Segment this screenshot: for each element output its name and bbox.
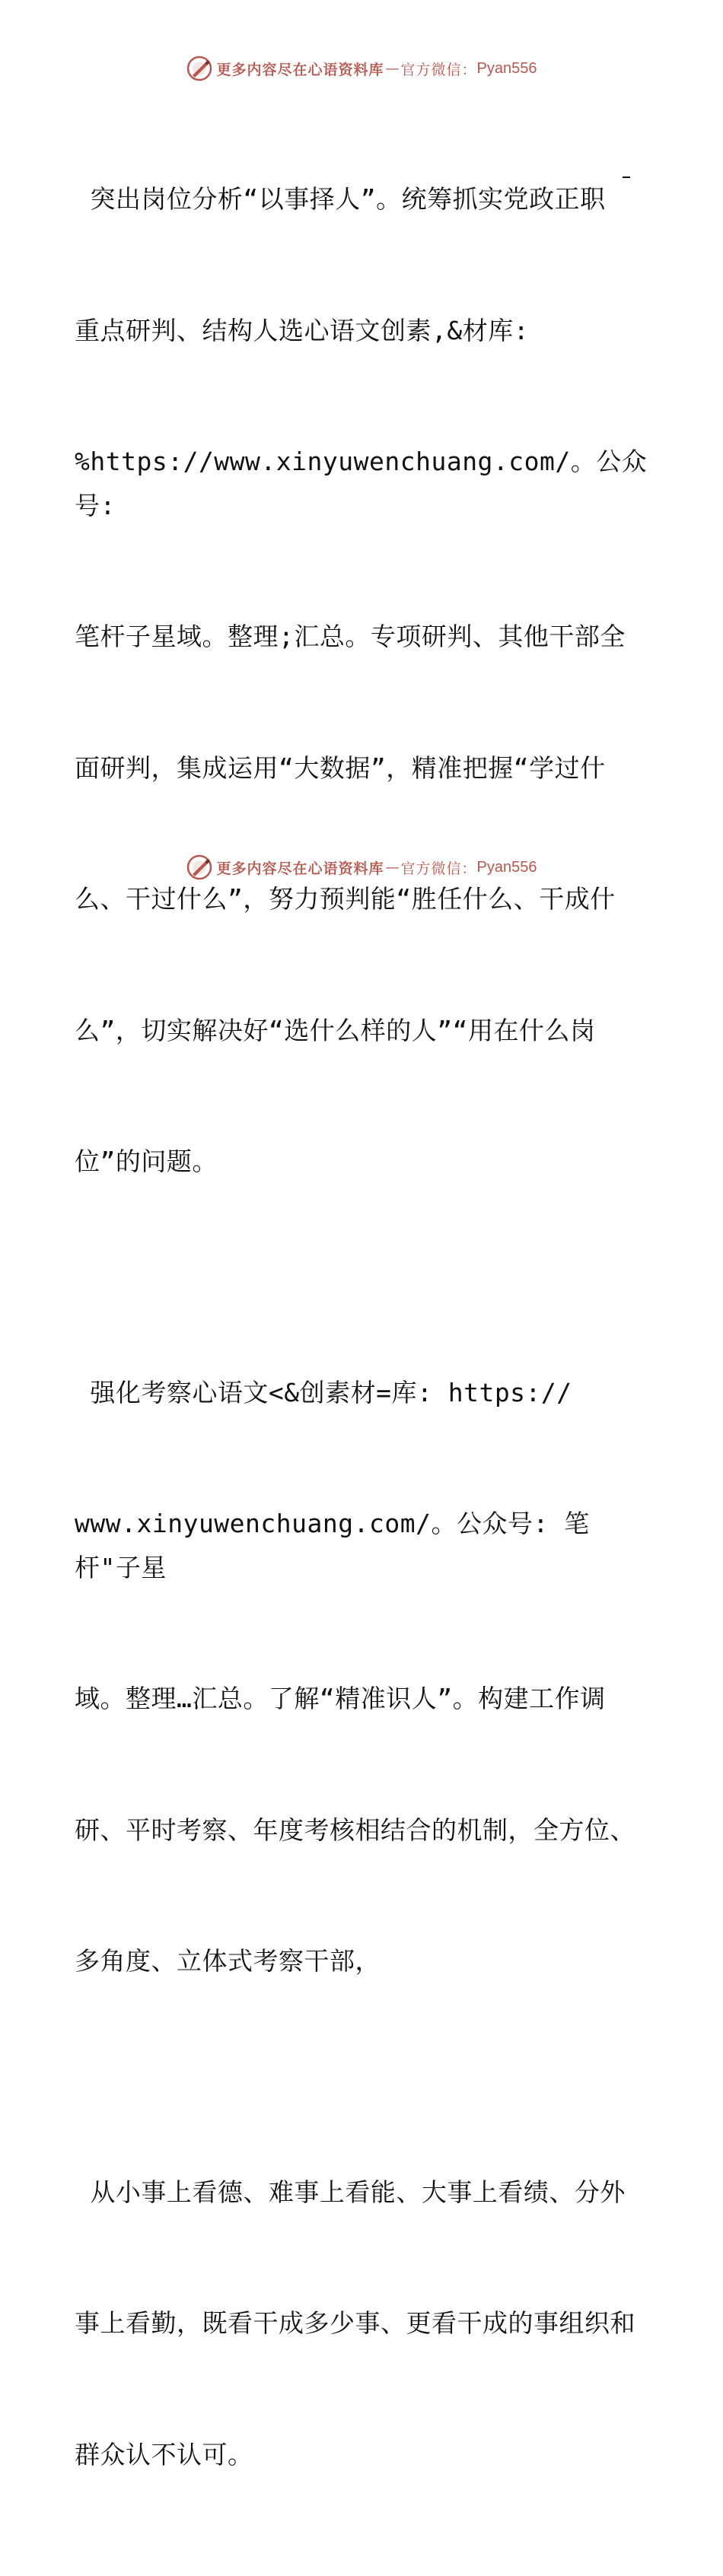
text-line: 么”，切实解决好“选什么样的人”“用在什么岗 [75,1015,596,1045]
watermark-main-text: 更多内容尽在心语资料库 [216,860,384,877]
text-line: 域。整理…汇总。了解“精准识人”。构建工作调 [75,1684,606,1713]
watermark-id: Pyan556 [476,59,537,77]
text-line: 多角度、立体式考察干部， [75,1946,381,1976]
watermark-sub-text: 官方微信： [400,61,477,78]
paragraph-1 [75,90,653,1271]
text-line: 研、平时考察、年度考核相结合的机制，全方位、 [75,1814,635,1845]
text-line: 么、干过什么”，努力预判能“胜任什么、干成什 [75,884,616,914]
paragraph-2 [75,1283,653,2071]
text-line: www.xinyuwenchuang.com/。公众号: 笔杆"子星 [75,1509,590,1582]
text-line: %https://www.xinyuwenchuang.com/。公众号: [75,447,648,520]
text-line: 从小事上看德、难事上看能、大事上看绩、分外 [75,2177,626,2207]
watermark-dash: — [385,859,400,876]
watermark-dash: — [385,60,400,77]
header-watermark [0,53,723,84]
text-line: 笔杆子星域。整理;汇总。专项研判、其他干部全 [75,622,626,651]
watermark-id: Pyan556 [476,858,537,876]
text-line: 面研判，集成运用“大数据”，精准把握“学过什 [75,752,606,783]
text-line: 群众认不认可。 [75,2439,253,2469]
pen-logo-icon [186,854,212,880]
text-line: 重点研判、结构人选心语文创素,&材库: [75,315,530,345]
pen-logo-icon [186,56,212,81]
watermark-main-text: 更多内容尽在心语资料库 [216,61,384,78]
text-line: 强化考察心语文<&创素材=库: https:// [75,1377,572,1407]
text-line: 突出岗位分析“以事择人”。统筹抓实党政正职 [75,184,606,214]
text-line: 事上看勤，既看干成多少事、更看干成的事组织和 [75,2308,635,2338]
watermark-sub-text: 官方微信： [400,860,477,877]
text-line: 位”的问题。 [75,1146,218,1176]
footer-watermark [0,852,723,883]
paragraph-3 [75,2083,653,2565]
document-body [75,90,653,2576]
